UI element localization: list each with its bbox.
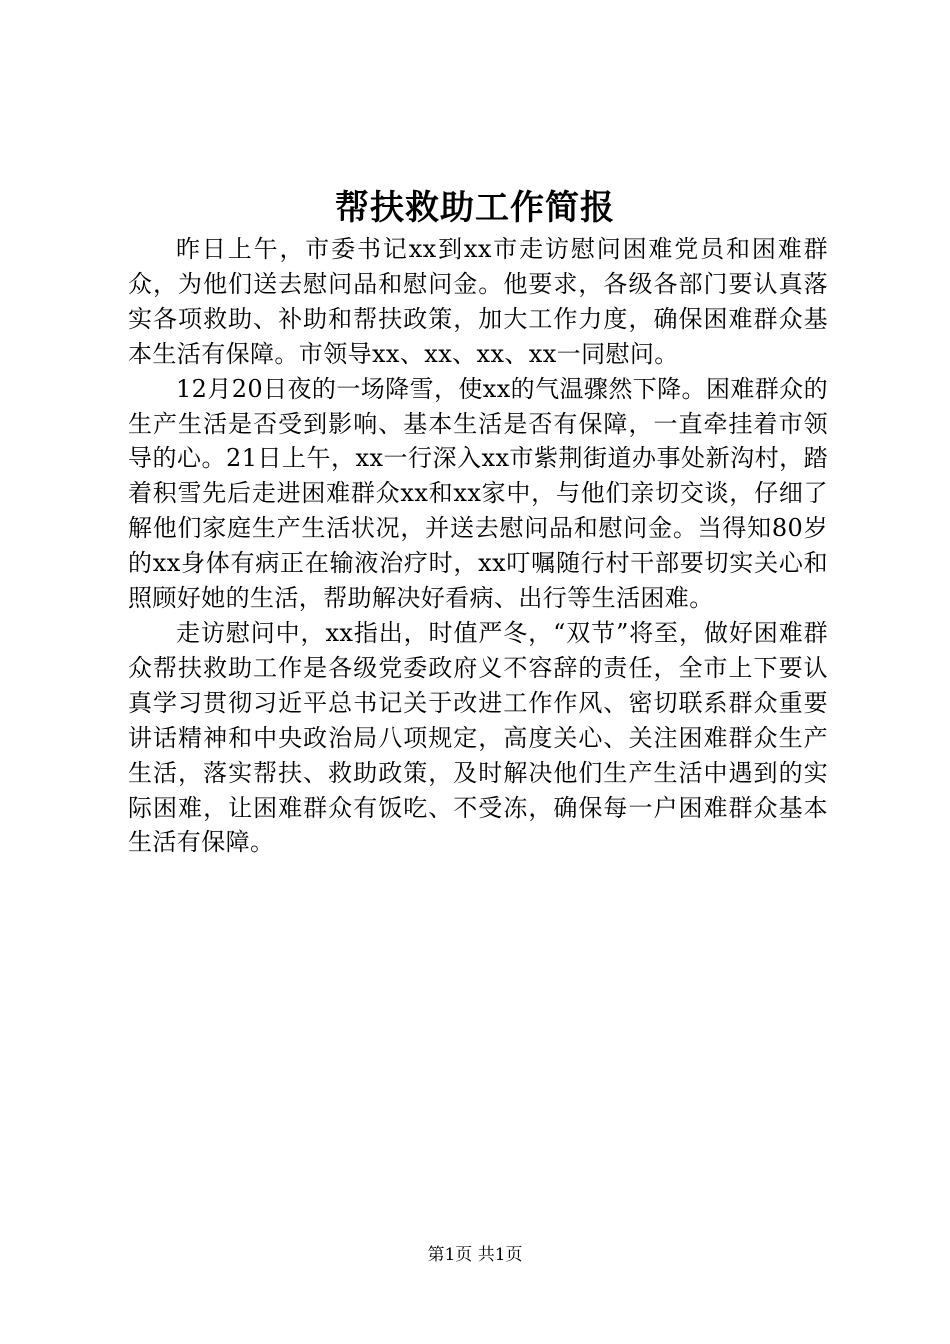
paragraph-2: 12月20日夜的一场降雪，使xx的气温骤然下降。困难群众的生产生活是否受到影响、基本生活是否有保障，一直牵挂着市领导的心。21日上午，xx一行深入xx市紫荆街道办事处新沟村，踏着积雪先后走进困难群众xx和xx家中，与他们亲切交谈，仔细了解他们家庭生产生活状况，并送去慰问品和慰问金。当得知80岁的xx身体有病正在输液治疗时，xx叮嘱随行村干部要切实关心和照顾好她的生活，帮助解决好看病、出行等生活困难。 [128,374,828,613]
document-title: 帮扶救助工作简报 [335,188,615,228]
paragraph-1: 昨日上午，市委书记xx到xx市走访慰问困难党员和困难群众，为他们送去慰问品和慰问金。他要求，各级各部门要认真落实各项救助、补助和帮扶政策，加大工作力度，确保困难群众基本生活有保障。市领导xx、xx、xx、xx一同慰问。 [128,235,828,368]
paragraph-3: 走访慰问中，xx指出，时值严冬，“双节”将至，做好困难群众帮扶救助工作是各级党委政府义不容辞的责任，全市上下要认真学习贯彻习近平总书记关于改进工作作风、密切联系群众重要讲话精神和中央政治局八项规定，高度关心、关注困难群众生产生活，落实帮扶、救助政策，及时解决他们生产生活中遇到的实际困难，让困难群众有饭吃、不受冻，确保每一户困难群众基本生活有保障。 [128,618,828,857]
document-body [128,232,828,860]
page-number-footer: 第1页 共1页 [427,1245,523,1265]
